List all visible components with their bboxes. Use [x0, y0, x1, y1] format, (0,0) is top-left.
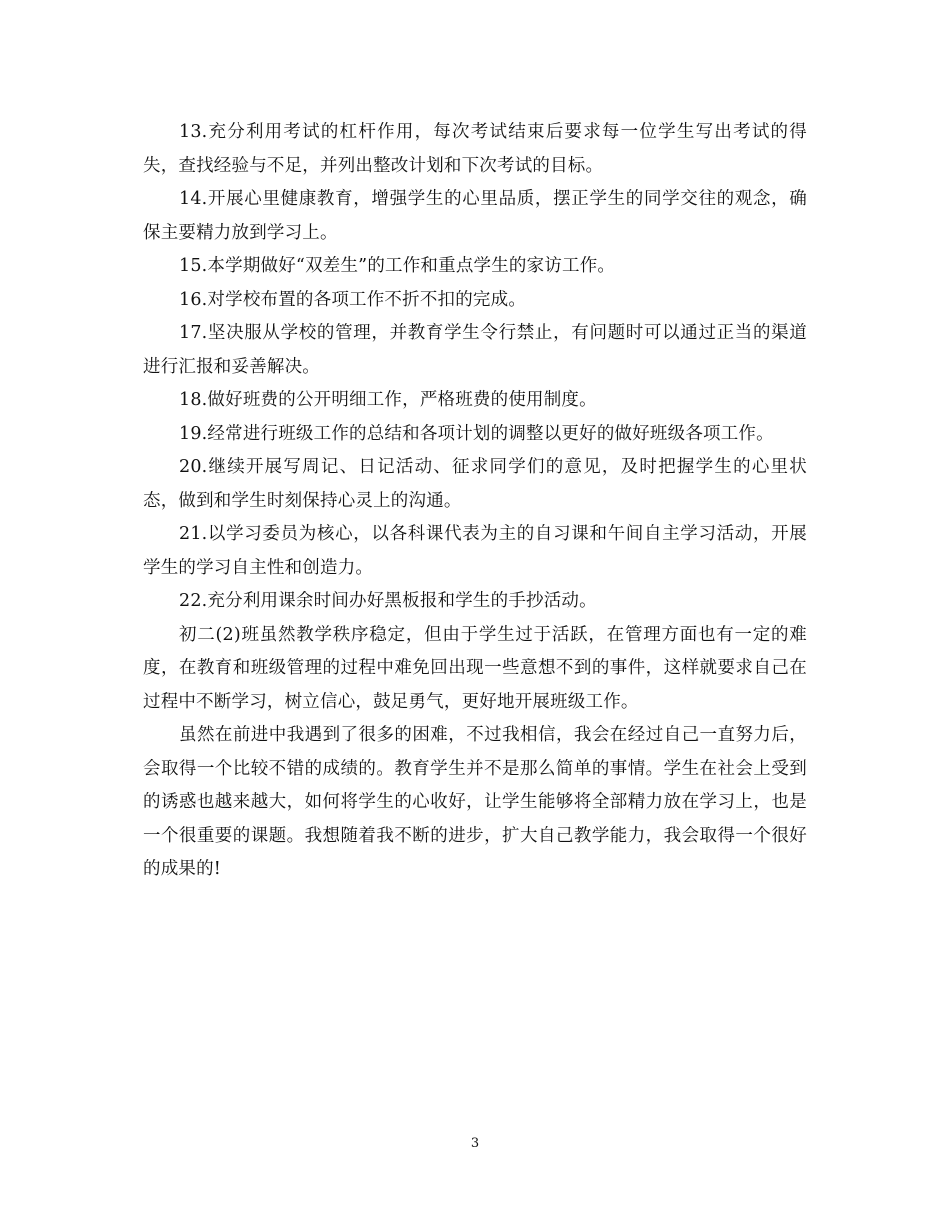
page-number: 3: [470, 1136, 480, 1151]
paragraph-item-14: 14.开展心里健康教育，增强学生的心里品质，摆正学生的同学交往的观念，确保主要精力放到学习上。: [143, 189, 807, 243]
paragraph-item-17: 17.坚决服从学校的管理，并教育学生令行禁止，有问题时可以通过正当的渠道进行汇报和妥善解决。: [143, 323, 807, 377]
paragraph-item-18: 18.做好班费的公开明细工作，严格班费的使用制度。: [179, 390, 597, 410]
paragraph-item-16: 16.对学校布置的各项工作不折不扣的完成。: [179, 289, 527, 310]
document-body: [143, 116, 807, 887]
paragraph-item-15: 15.本学期做好“双差生”的工作和重点学生的家访工作。: [179, 256, 616, 276]
paragraph-item-22: 22.充分利用课余时间办好黑板报和学生的手抄活动。: [179, 591, 597, 611]
paragraph-item-21: 21.以学习委员为核心，以各科课代表为主的自习课和午间自主学习活动，开展学生的学习自主性和创造力。: [143, 524, 807, 578]
paragraph-item-13: 13.充分利用考试的杠杆作用，每次考试结束后要求每一位学生写出考试的得失，查找经验与不足，并列出整改计划和下次考试的目标。: [143, 122, 807, 176]
paragraph-class-summary: 初二(2)班虽然教学秩序稳定，但由于学生过于活跃，在管理方面也有一定的难度，在教育和班级管理的过程中难免回出现一些意想不到的事件，这样就要求自己在过程中不断学习，树立信心，鼓足勇气，更好地开展班级工作。: [143, 624, 807, 712]
paragraph-item-19: 19.经常进行班级工作的总结和各项计划的调整以更好的做好班级各项工作。: [179, 423, 774, 444]
paragraph-item-20: 20.继续开展写周记、日记活动、征求同学们的意见，及时把握学生的心里状态，做到和学生时刻保持心灵上的沟通。: [143, 457, 807, 511]
paragraph-closing: 虽然在前进中我遇到了很多的困难，不过我相信，我会在经过自己一直努力后，会取得一个比较不错的成绩的。教育学生并不是那么简单的事情。学生在社会上受到的诱惑也越来越大，如何将学生的心收好，让学生能够将全部精力放在学习上，也是一个很重要的课题。我想随着我不断的进步，扩大自己教学能力，我会取得一个很好的成果的!: [143, 725, 807, 879]
